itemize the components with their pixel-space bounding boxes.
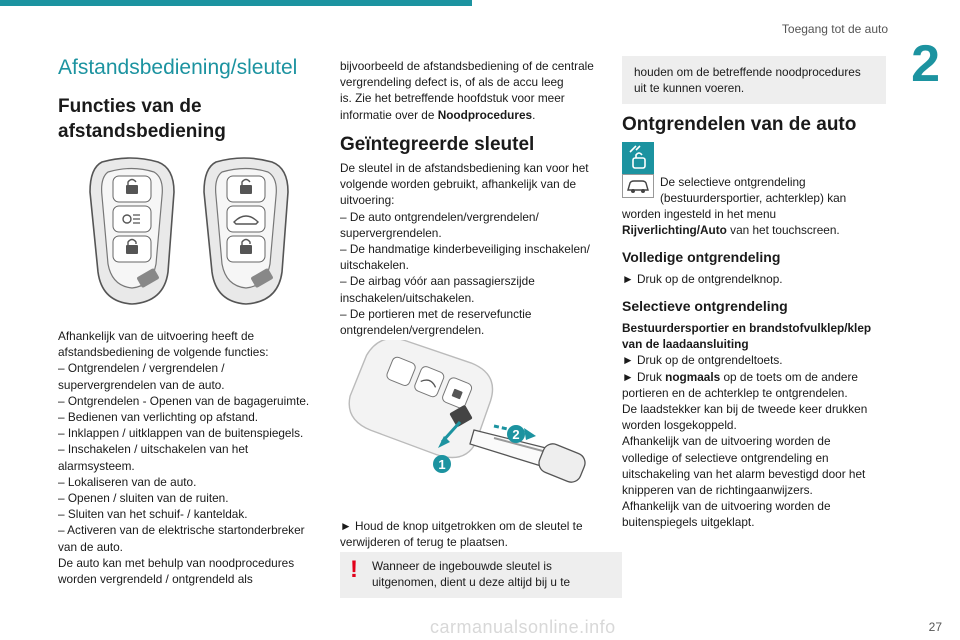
menu-auto: Auto [700,223,727,238]
heading-geintegreerde-sleutel: Geïntegreerde sleutel [340,134,535,155]
text-line: – De handmatige kinderbeveiliging inschakelen/ [340,242,590,257]
text-fragment: op de toets om de andere [720,369,858,384]
text-line: worden vergrendeld / ontgrendeld als [58,572,253,587]
subheading-line: van de laadaansluiting [622,337,749,352]
text-line: – Bedienen van verlichting op afstand. [58,410,259,425]
text-line: worden ingesteld in het menu [622,207,777,221]
ontgrendelen-section [622,112,888,137]
text-line: portieren en de achterklep te ontgrendelen. [622,385,848,400]
subheading-line: Bestuurdersportier en brandstofvulklep/klep [622,321,872,335]
full-unlock-section [622,248,888,287]
text-fragment: van het touchscreen. [726,223,840,238]
text-line: uitschakelen. [340,258,409,273]
text-line: uitvoering: [340,193,395,208]
text-line: houden om de betreffende noodprocedures [634,65,861,79]
warning-icon: ! [350,556,358,583]
text-line: – Openen / sluiten van de ruiten. [58,491,229,506]
text-line: – De airbag vóór aan passagierszijde [340,274,535,289]
heading-ontgrendelen: Ontgrendelen van de auto [622,114,857,135]
text-line: van de auto. [58,539,123,554]
text-line: Afhankelijk van de uitvoering heeft de [58,329,255,343]
text-line: Wanneer de ingebouwde sleutel is [372,559,552,573]
callout-label-2: 2 [512,427,520,442]
menu-rijverlichting: Rijverlichting [622,223,697,238]
text-line [340,107,602,123]
text-line: – Ontgrendelen / vergrendelen / [58,361,225,376]
column-2-intro [340,58,602,123]
selective-unlock-section [622,297,888,531]
heading-selectieve-ontgrendeling: Selectieve ontgrendeling [622,298,788,314]
text-line: ► Houd de knop uitgetrokken om de sleutel te [340,519,583,533]
text-line [622,369,888,385]
text-bold-nogmaals: nogmaals [665,369,721,384]
text-line: verwijderen of terug te plaatsen. [340,535,508,550]
text-line: worden losgekoppeld. [622,418,737,433]
heading-functies: Functies van de afstandsbediening [58,96,226,142]
column-1 [58,94,320,144]
text-line: afstandsbediening de volgende functies: [58,345,269,360]
continued-warning-box [622,56,886,104]
text-line: uitgenomen, dient u deze altijd bij u te [372,575,571,590]
selective-unlock-note-cont [622,206,888,238]
text-line: De selectieve ontgrendeling [660,175,806,189]
text-line: supervergrendelen. [340,225,442,240]
text-fragment: informatie over de [340,107,438,122]
functies-list [58,328,320,587]
text-line: De sleutel in de afstandsbediening kan voor het [340,161,589,175]
text-line: – Lokaliseren van de auto. [58,474,197,489]
text-line: – De auto ontgrendelen/vergrendelen/ [340,209,539,224]
menu-separator: / [696,223,701,238]
key-removal-instruction [340,518,602,550]
section-title: Toegang tot de auto [781,22,888,36]
page-number: 27 [928,620,942,634]
text-line: ► Druk op de ontgrendeltoets. [622,353,783,368]
text-line [622,222,888,238]
text-line: volgende worden gebruikt, afhankelijk van de [340,177,577,192]
remote-keys-illustration [80,152,308,314]
heading-volledige-ontgrendeling: Volledige ontgrendeling [622,249,781,265]
text-line: inschakelen/uitschakelen. [340,290,475,305]
link-noodprocedures: Noodprocedures [437,107,533,122]
text-fragment: ► Druk [622,369,666,384]
watermark: carmanualsonline.info [430,617,616,637]
text-line: uitschakeling van het alarm bevestigd door het [622,466,866,481]
text-line: vergrendeling defect is, of als de accu leeg [340,75,564,90]
text-line: uit te kunnen voeren. [634,81,745,96]
key-fob-left [90,158,174,304]
text-line: – De portieren met de reservefunctie [340,306,532,321]
text-line: – Activeren van de elektrische startonderbreker [58,523,305,538]
text-line: is. Zie het betreffende hoofdstuk voor meer [340,91,565,106]
text-line: bijvoorbeeld de afstandsbediening of de centrale [340,59,594,73]
text-line: – Ontgrendelen - Openen van de bagageruimte. [58,393,310,408]
text-fragment: . [532,107,536,122]
selective-unlock-note [660,174,888,206]
key-fob-right [204,158,288,304]
chapter-number: 2 [911,35,940,93]
text-line: – Sluiten van het schuif- / kanteldak. [58,507,248,522]
text-line: Afhankelijk van de uitvoering worden de [622,434,831,449]
text-line: volledige of selectieve ontgrendeling en [622,450,829,465]
text-line: knipperen van de richtingaanwijzers. [622,483,813,498]
text-line: ► Druk op de ontgrendelknop. [622,272,783,286]
warning-box [340,552,622,598]
integrated-key-illustration [344,340,600,500]
text-line: buitenspiegels uitgeklapt. [622,515,755,530]
text-line: alarmsysteem. [58,458,135,473]
callout-label-1: 1 [438,457,446,472]
text-line: supervergrendelen van de auto. [58,377,225,392]
text-line: – Inklappen / uitklappen van de buitenspiegels. [58,426,304,441]
car-settings-icon [622,174,654,198]
text-line: – Inschakelen / uitschakelen van het [58,442,249,457]
unlock-icon [622,142,654,174]
header-accent-bar [0,0,472,6]
text-line: De auto kan met behulp van noodprocedures [58,555,295,570]
text-line: Afhankelijk van de uitvoering worden de [622,499,831,514]
text-line: (bestuurdersportier, achterklep) kan [660,191,847,206]
page-title: Afstandsbediening/sleutel [58,56,298,79]
text-line: De laadstekker kan bij de tweede keer drukken [622,402,868,417]
geintegreerde-sleutel-section [340,132,602,338]
text-line: ontgrendelen/vergrendelen. [340,323,485,338]
